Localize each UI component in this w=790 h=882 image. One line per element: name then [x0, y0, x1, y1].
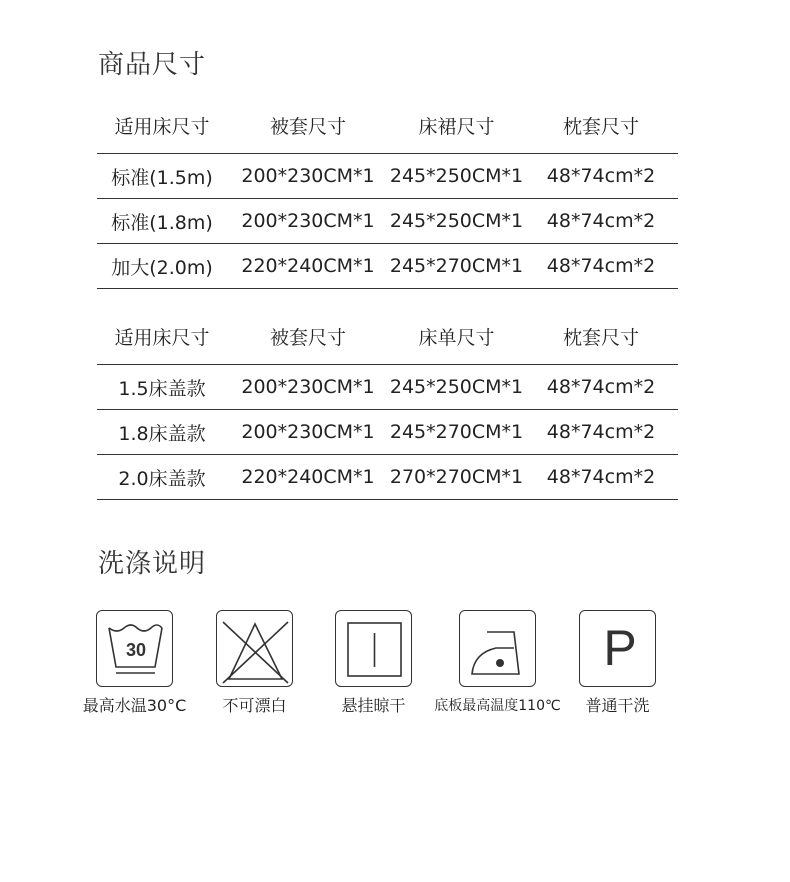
- table-row: [97, 154, 678, 199]
- table-row: [97, 199, 678, 244]
- header-pillowcase-size: 枕套尺寸: [562, 116, 639, 138]
- cell-duvet-size: 200*230CM*1: [227, 154, 389, 199]
- cell-pillowcase-size: 48*74cm*2: [524, 410, 678, 455]
- table-row: [97, 365, 678, 410]
- cell-bed-size: 1.5床盖款: [97, 365, 227, 410]
- dry-clean-letter: P: [603, 620, 637, 676]
- care-label-no-bleach: 不可漂白: [222, 696, 287, 715]
- header-pillowcase-size: 枕套尺寸: [562, 327, 639, 349]
- wash-section-title: 洗涤说明: [98, 549, 207, 579]
- dry-clean-icon: [579, 610, 656, 687]
- table-header-row: [97, 98, 678, 154]
- cell-bed-sheet-size: 245*270CM*1: [389, 410, 524, 455]
- care-item-no-bleach: [216, 610, 293, 715]
- no-bleach-icon: [216, 610, 293, 687]
- header-duvet-size: 被套尺寸: [269, 116, 346, 138]
- iron-icon: [459, 610, 536, 687]
- cell-bed-size: 标准(1.5m): [97, 154, 227, 199]
- care-label-wash: 最高水温30°C: [82, 696, 187, 715]
- size-section-title: 商品尺寸: [98, 50, 207, 80]
- cell-bed-sheet-size: 245*250CM*1: [389, 365, 524, 410]
- cell-duvet-size: 220*240CM*1: [227, 244, 389, 289]
- header-duvet-size: 被套尺寸: [269, 327, 346, 349]
- cell-duvet-size: 200*230CM*1: [227, 199, 389, 244]
- care-label-line-dry: 悬挂晾干: [341, 696, 406, 715]
- cell-pillowcase-size: 48*74cm*2: [524, 154, 678, 199]
- cell-bed-size: 标准(1.8m): [97, 199, 227, 244]
- table-header-row: [97, 309, 678, 365]
- line-dry-icon: [335, 610, 412, 687]
- cell-pillowcase-size: 48*74cm*2: [524, 455, 678, 500]
- cell-bed-skirt-size: 245*250CM*1: [389, 199, 524, 244]
- cell-bed-size: 2.0床盖款: [97, 455, 227, 500]
- cell-bed-sheet-size: 270*270CM*1: [389, 455, 524, 500]
- cell-pillowcase-size: 48*74cm*2: [524, 365, 678, 410]
- cell-duvet-size: 220*240CM*1: [227, 455, 389, 500]
- cell-bed-skirt-size: 245*270CM*1: [389, 244, 524, 289]
- table-row: [97, 244, 678, 289]
- header-bed-size: 适用床尺寸: [114, 327, 210, 349]
- cell-bed-skirt-size: 245*250CM*1: [389, 154, 524, 199]
- cell-pillowcase-size: 48*74cm*2: [524, 199, 678, 244]
- table-row: [97, 455, 678, 500]
- care-item-wash-30: [82, 610, 187, 715]
- care-item-dry-clean: [579, 610, 656, 715]
- wash-temp-text: 30: [125, 640, 147, 660]
- cell-bed-size: 1.8床盖款: [97, 410, 227, 455]
- wash-30-icon: [96, 610, 173, 687]
- care-item-line-dry: [335, 610, 412, 715]
- size-table-bedspread: [97, 309, 678, 500]
- cell-pillowcase-size: 48*74cm*2: [524, 244, 678, 289]
- header-bed-size: 适用床尺寸: [114, 116, 210, 138]
- cell-bed-size: 加大(2.0m): [97, 244, 227, 289]
- care-item-iron: [434, 610, 561, 714]
- table-row: [97, 410, 678, 455]
- header-bed-skirt-size: 床裙尺寸: [418, 116, 495, 138]
- care-label-iron: 底板最高温度110℃: [434, 698, 561, 714]
- cell-duvet-size: 200*230CM*1: [227, 365, 389, 410]
- size-table-bed-skirt: [97, 98, 678, 289]
- care-label-dry-clean: 普通干洗: [585, 696, 650, 715]
- cell-duvet-size: 200*230CM*1: [227, 410, 389, 455]
- header-bed-sheet-size: 床单尺寸: [418, 327, 495, 349]
